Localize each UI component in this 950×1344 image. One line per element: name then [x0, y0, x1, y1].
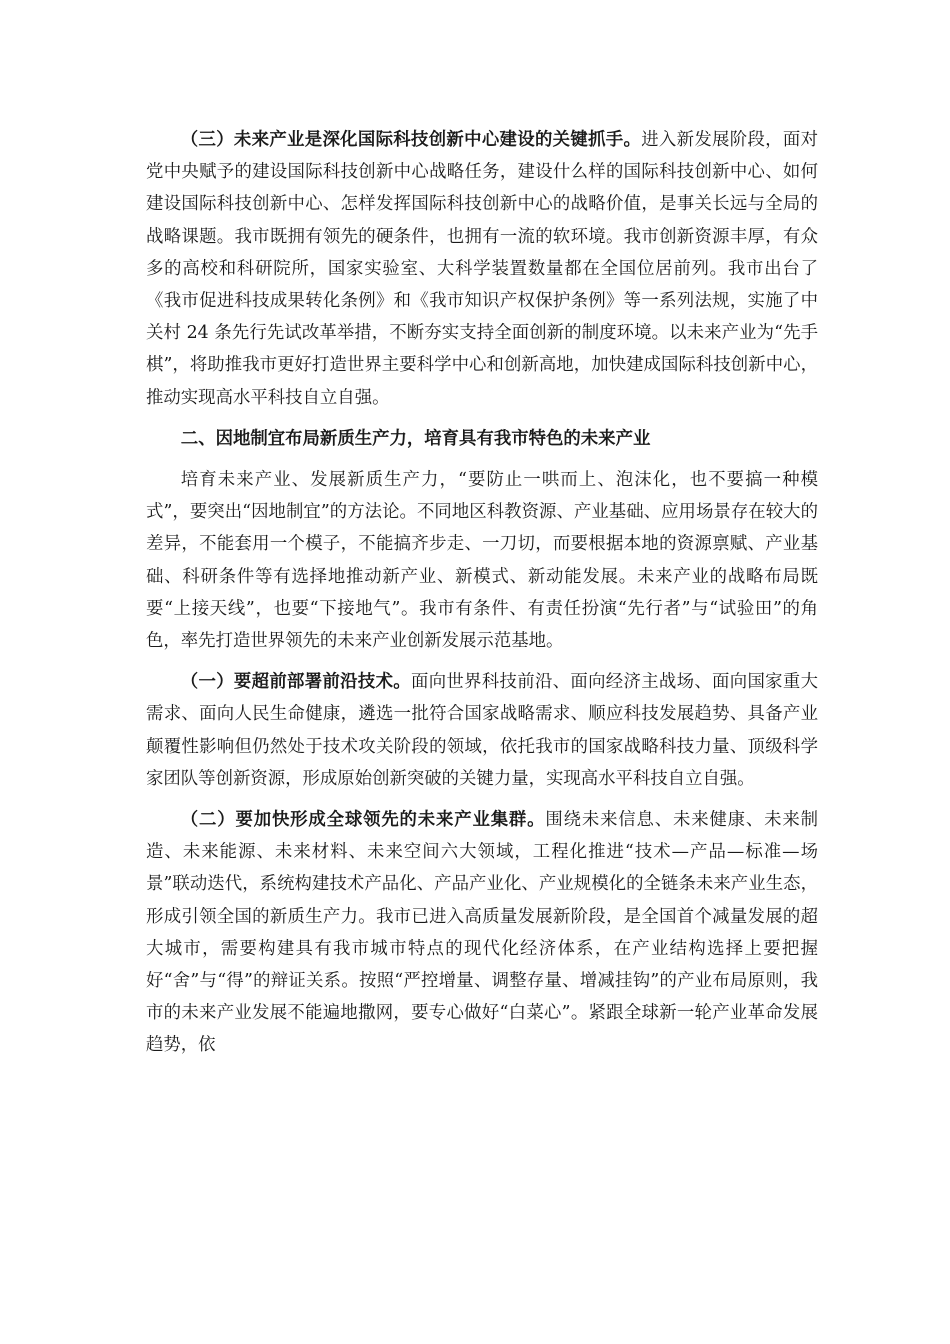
paragraph-frontier-tech [146, 666, 818, 795]
paragraph-text: 面向世界科技前沿、面向经济主战场、面向国家重大需求、面向人民生命健康，遴选一批符合国家战略需求、顺应科技发展趋势、具备产业颠覆性影响但仍然处于技术攻关阶段的领域，依托我市的国家战略科技力量、顶级科学家团队等创新资源，形成原始创新突破的关键力量，实现高水平科技自立自强。 [146, 672, 818, 789]
paragraph-text: 围绕未来信息、未来健康、未来制造、未来能源、未来材料、未来空间六大领域，工程化推进“技术—产品—标准—场景”联动迭代，系统构建技术产品化、产品产业化、产业规模化的全链条未来产业生态，形成引领全国的新质生产力。我市已进入高质量发展新阶段，是全国首个减量发展的超大城市，需要构建具有我市城市特点的现代化经济体系，在产业结构选择上要把握好“舍”与“得”的辩证关系。按照“严控增量、调整存量、增减挂钩”的产业布局原则，我市的未来产业发展不能遍地撒网，要专心做好“白菜心”。紧跟全球新一轮产业革命发展趋势，依 [146, 810, 818, 1056]
paragraph-local-conditions [146, 464, 818, 657]
paragraph-lead: （三）未来产业是深化国际科技创新中心建设的关键抓手。 [180, 130, 642, 150]
section-heading: 二、因地制宜布局新质生产力，培育具有我市特色的未来产业 [180, 428, 651, 449]
paragraph-industry-cluster [146, 804, 818, 1062]
paragraph-lead: （一）要超前部署前沿技术。 [180, 672, 412, 693]
paragraph-text: 培育未来产业、发展新质生产力，“要防止一哄而上、泡沫化，也不要搞一种模式”，要突出“因地制宜”的方法论。不同地区科教资源、产业基础、应用场景存在较大的差异，不能套用一个模子，不能搞齐步走、一刀切，而要根据本地的资源禀赋、产业基础、科研条件等有选择地推动新产业、新模式、新动能发展。未来产业的战略布局既要“上接天线”，也要“下接地气”。我市有条件、有责任扮演“先行者”与“试验田”的角色，率先打造世界领先的未来产业创新发展示范基地。 [146, 470, 818, 652]
document-page [146, 124, 818, 1071]
paragraph-text: 进入新发展阶段，面对党中央赋予的建设国际科技创新中心战略任务，建设什么样的国际科技创新中心、如何建设国际科技创新中心、怎样发挥国际科技创新中心的战略价值，是事关长远与全局的战略课题。我市既拥有领先的硬条件，也拥有一流的软环境。我市创新资源丰厚，有众多的高校和科研院所，国家实验室、大科学装置数量都在全国位居前列。我市出台了《我市促进科技成果转化条例》和《我市知识产权保护条例》等一系列法规，实施了中关村 24 条先行先试改革举措，不断夯实支持全面创新的制度环境。以未来产业为“先手棋”，将助推我市更好打造世界主要科学中心和创新高地，加快建成国际科技创新中心，推动实现高水平科技自立自强。 [146, 130, 818, 408]
paragraph-future-industry-role [146, 124, 818, 414]
paragraph-lead: （二）要加快形成全球领先的未来产业集群。 [180, 810, 546, 831]
